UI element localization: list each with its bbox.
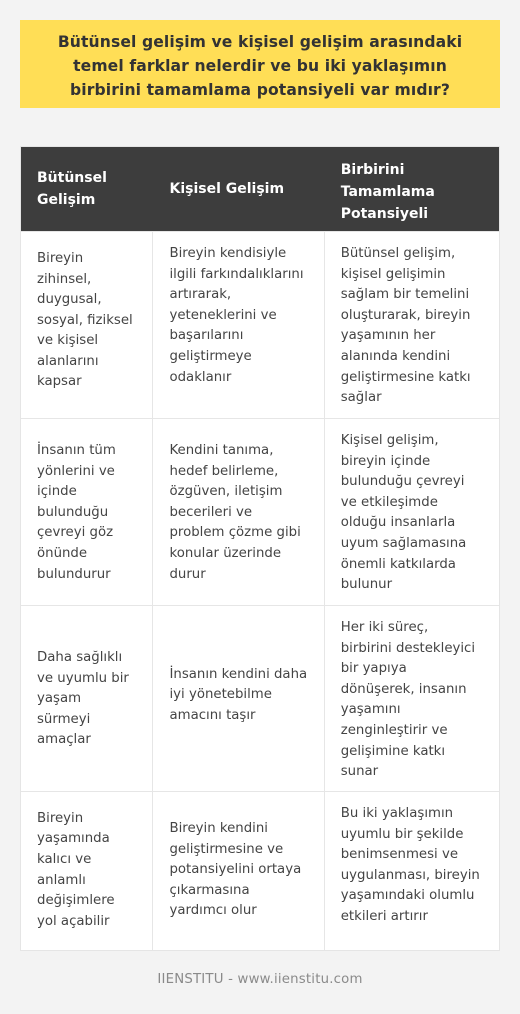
table-row: [21, 791, 499, 951]
footer-credit: IIENSTITU - www.iienstitu.com: [157, 972, 363, 987]
table-cell: Kendini tanıma, hedef belirleme, özgüven, iletişim becerileri ve problem çözme gibi konular üzerinde durur: [153, 419, 324, 605]
table-cell: İnsanın kendini daha iyi yönetebilme amacını taşır: [153, 606, 324, 791]
table-cell: Bireyin zihinsel, duygusal, sosyal, fiziksel ve kişisel alanlarını kapsar: [21, 232, 153, 418]
table-row: [21, 605, 499, 791]
table-cell: Bütünsel gelişim, kişisel gelişimin sağlam bir temelini oluşturarak, bireyin yaşamının her alanında kendini geliştirmesine katkı sağlar: [340, 246, 471, 406]
table-header-row: [21, 147, 499, 231]
table-cell: Daha sağlıklı ve uyumlu bir yaşam sürmeyi amaçlar: [21, 606, 153, 791]
table-cell: Her iki süreç, birbirini destekleyici bir yapıya dönüşerek, insanın yaşamını zenginleştirir ve gelişimine katkı sunar: [340, 620, 476, 780]
column-header-butunsel: Bütünsel Gelişim: [37, 170, 107, 208]
column-header-tamamlama: Birbirini Tamamlama Potansiyeli: [340, 162, 435, 222]
comparison-table: [20, 146, 500, 951]
table-row: [21, 231, 499, 418]
table-cell: Bireyin yaşamında kalıcı ve anlamlı değişimlere yol açabilir: [21, 792, 153, 951]
table-cell: Bireyin kendisiyle ilgili farkındalıklarını artırarak, yeteneklerini ve başarılarını geliştirmeye odaklanır: [153, 232, 324, 418]
table-cell: Bu iki yaklaşımın uyumlu bir şekilde benimsenmesi ve uygulanması, bireyin yaşamındaki olumlu etkileri artırır: [340, 806, 480, 924]
column-header-kisisel: Kişisel Gelişim: [169, 181, 285, 197]
table-row: [21, 418, 499, 605]
table-cell: Kişisel gelişim, bireyin içinde bulunduğu çevreyi ve etkileşimde olduğu insanlarla uyum sağlamasına önemli katkılarda bulunur: [340, 433, 467, 593]
table-cell: Bireyin kendini geliştirmesine ve potansiyelini ortaya çıkarmasına yardımcı olur: [153, 792, 324, 951]
page-title: Bütünsel gelişim ve kişisel gelişim arasındaki temel farklar nelerdir ve bu iki yaklaşımın birbirini tamamlama potansiyeli var mıdır?: [20, 20, 500, 108]
table-cell: İnsanın tüm yönlerini ve içinde bulunduğu çevreyi göz önünde bulundurur: [21, 419, 153, 605]
